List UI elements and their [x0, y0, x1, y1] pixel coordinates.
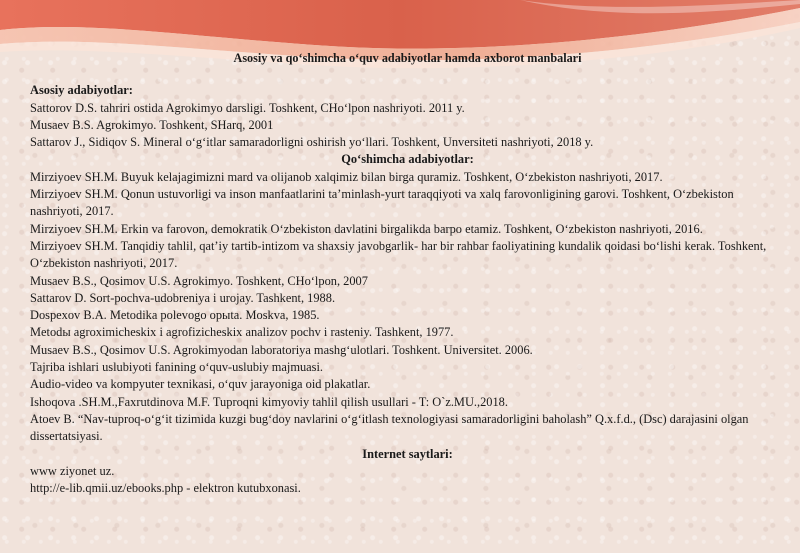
extra-literature-item: Sattarov D. Sort-pochva-udobreniya i urojay. Tashkent, 1988. [30, 290, 336, 305]
main-literature-item: Musaev B.S. Agrokimyo. Toshkent, SHarq, 2001 [30, 117, 274, 132]
extra-literature-item: Mirziyoev SH.M. Qonun ustuvorligi va inson manfaatlarini ta’minlash-yurt taraqqiyoti va xalq farovonligining garovi. Toshkent, O‘zbekiston nashriyoti, 2017. [30, 187, 734, 219]
extra-literature-item: Mirziyoev SH.M. Buyuk kelajagimizni mard va olijanob xalqimiz bilan birga quramiz. Toshkent, O‘zbekiston nashriyoti, 2017. [30, 169, 663, 184]
internet-sites-heading: Internet saytlari: [362, 446, 453, 461]
extra-literature-item: Musaev B.S., Qosimov U.S. Agrokimyodan laboratoriya mashg‘ulotlari. Toshkent. Universitet. 2006. [30, 342, 533, 357]
document-body [30, 50, 785, 497]
extra-literature-item: Audio-video va kompyuter texnikasi, o‘quv jarayoniga oid plakatlar. [30, 377, 371, 392]
extra-literature-item: Metodы agroximicheskix i agrofizicheskix analizov pochv i rasteniy. Tashkent, 1977. [30, 325, 454, 340]
extra-literature-item: Mirziyoev SH.M. Erkin va farovon, demokratik O‘zbekiston davlatini birgalikda barpo etamiz. Toshkent, O‘zbekiston nashriyoti, 2016. [30, 221, 703, 236]
extra-literature-item: Musaev B.S., Qosimov U.S. Agrokimyo. Toshkent, CHo‘lpon, 2007 [30, 273, 368, 288]
extra-literature-item: Mirziyoev SH.M. Tanqidiy tahlil, qat’iy tartib-intizom va shaxsiy javobgarlik- har bir rahbar faoliyatining kundalik qoidasi bo‘lishi kerak. Toshkent, O‘zbekiston nashriyoti, 2017. [30, 238, 767, 271]
main-literature-heading: Asosiy adabiyotlar: [30, 83, 133, 98]
page-title: Asosiy va qo‘shimcha o‘quv adabiyotlar hamda axborot manbalari [233, 51, 582, 65]
main-literature-item: Sattarov J., Sidiqov S. Mineral o‘g‘itlar samaradorligni oshirish yo‘llari. Toshkent, Unversiteti nashriyoti, 2018 y. [30, 135, 594, 150]
internet-site-link[interactable]: http://e-lib.qmii.uz/ebooks.php - elektron kutubxonasi. [30, 481, 301, 496]
main-literature-item: Sattorov D.S. tahriri ostida Agrokimyo darsligi. Toshkent, CHo‘lpon nashriyoti. 2011 y. [30, 100, 465, 115]
extra-literature-item: Atoev B. “Nav-tuproq-o‘g‘it tizimida kuzgi bug‘doy navlarini o‘g‘itlash texnologiyasi samaradorligini baholash” Q.x.f.d., (Dsc) darajasini olgan dissertatsiyasi. [30, 411, 749, 444]
extra-literature-item: Dospexov B.A. Metodika polevogo opыta. Moskva, 1985. [30, 308, 320, 323]
extra-literature-item: Ishoqova .SH.M.,Faxrutdinova M.F. Tuproqni kimyoviy tahlil qilish usullari - T: O`z.MU.,2018. [30, 394, 508, 409]
extra-literature-item: Tajriba ishlari uslubiyoti fanining o‘quv-uslubiy majmuasi. [30, 360, 324, 375]
extra-literature-heading: Qo‘shimcha adabiyotlar: [341, 152, 474, 167]
internet-site-link[interactable]: www ziyonet uz. [30, 463, 115, 478]
